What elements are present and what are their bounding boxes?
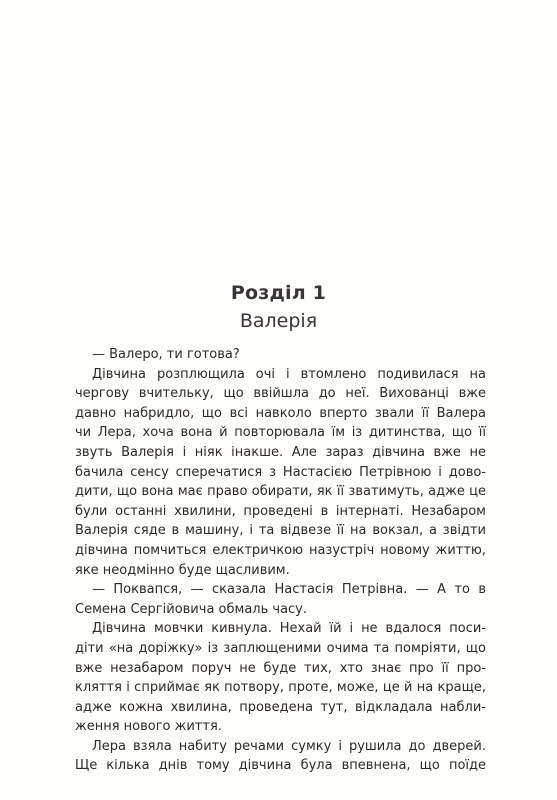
text-line: бачила сенсу сперечатися з Настасією Петрівною і дово- xyxy=(75,464,486,480)
text-line: Ще кілька днів тому дівчина була впевнена, що поїде xyxy=(75,758,486,774)
text-line: звуть Валерія і ніяк інакше. Але зараз дівчина вже не xyxy=(75,444,486,460)
text-line: — Поквапся, — сказала Настасія Петрівна. — А то в xyxy=(92,582,486,598)
text-line: кляття і сприймає як потвору, проте, може, це й на краще, xyxy=(75,680,486,696)
text-line: Валерія сяде в машину, і та відвезе її на вокзал, а звідти xyxy=(75,523,486,539)
text-line: дівчина помчиться електричкою назустріч новому життю, xyxy=(75,542,486,558)
chapter-number: Розділ 1 xyxy=(230,282,327,304)
text-line: дити, що вона має право обирати, як її зватимуть, адже це xyxy=(75,484,486,500)
text-line: діти «на доріжку» із заплющеними очима та помріяти, що xyxy=(75,640,486,656)
text-line: ження нового життя. xyxy=(75,719,222,735)
text-line: чергову вчительку, що ввійшла до неї. Вихованці вже xyxy=(75,386,486,402)
text-line: Лера взяла набиту речами сумку і рушила до дверей. xyxy=(92,738,486,754)
text-line: — Валеро, ти готова? xyxy=(92,347,240,362)
text-line: Семена Сергійовича обмаль часу. xyxy=(75,601,308,617)
text-line: давно набридло, що всі навколо вперто звали її Валера xyxy=(75,405,486,421)
chapter-title: Валерія xyxy=(239,310,318,332)
text-line: були останні хвилини, проведені в інтернаті. Незабаром xyxy=(75,503,486,519)
text-line: чи Лера, хоча вона й повторювала їм із дитинства, що її xyxy=(75,425,486,441)
chapter-header xyxy=(0,281,557,334)
chapter-body-text xyxy=(75,345,486,776)
text-line: Дівчина мовчки кивнула. Нехай їй і не вдалося поси- xyxy=(92,621,486,637)
text-line: яке неодмінно буде щасливим. xyxy=(75,562,290,578)
text-line: Дівчина розплющила очі і втомлено подивилася на xyxy=(92,366,486,382)
text-line: адже кожна хвилина, проведена тут, відкладала набли- xyxy=(75,699,486,715)
text-line: вже незабаром поруч не буде тих, хто знає про її про- xyxy=(75,660,486,676)
